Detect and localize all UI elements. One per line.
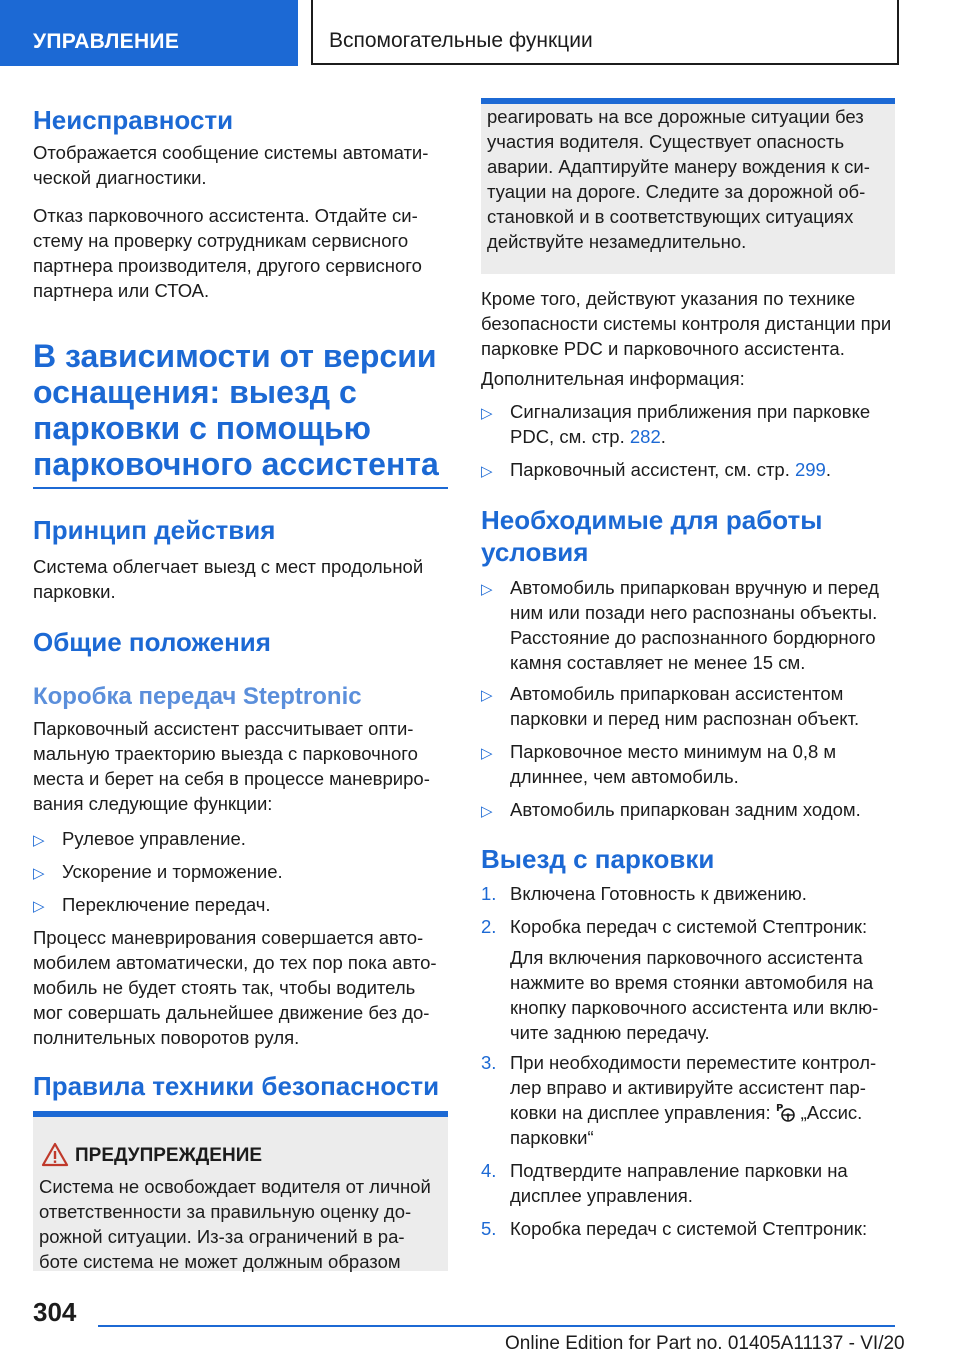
step-number: 3. [481,1052,497,1073]
list-item: ▷ Переключение передач. [33,892,448,917]
footer-rule [98,1325,895,1327]
triangle-bullet-icon: ▷ [481,687,493,704]
triangle-bullet-icon: ▷ [33,832,45,849]
page-link-299[interactable]: 299 [794,459,826,480]
faults-paragraph-2: Отказ парковочного ассистента. Отдайте си-стему на проверку сотрудникам сервисного партнера производителя, другого сервисного партнера или СТОА. [33,205,422,301]
list-item: ▷ Автомобиль припаркован вручную и перед ним или позади него распознаны объекты. Расстояние до распознанного бордюрного камня составляет не менее 15 см. [481,577,879,673]
triangle-bullet-icon: ▷ [33,898,45,915]
list-item: ▷ Сигнализация приближения при парковке PDC, см. стр. 282. [481,401,871,447]
safety-heading: Правила техники безопасности [33,1071,440,1101]
header-section-tab [0,0,298,66]
warning-label: ПРЕДУПРЕЖДЕНИЕ [75,1145,263,1166]
triangle-bullet-icon: ▷ [33,865,45,882]
additional-safety-paragraph: Кроме того, действуют указания по технике безопасности системы контроля дистанции при парковке PDC и парковочного ассистента. [481,288,892,359]
principle-heading: Принцип действия [33,515,276,545]
list-item: ▷ Ускорение и торможение. [33,859,448,884]
triangle-bullet-icon: ▷ [481,405,493,422]
warning-text: Система не освобождает водителя от личной ответственности за правильную оценку до-рожной ситуации. Из-за ограничений в ра-боте система не может должным образом [39,1176,431,1272]
triangle-bullet-icon: ▷ [481,745,493,762]
list-item: ▷ Парковочный ассистент, см. стр. 299. [481,457,895,482]
process-paragraph: Процесс маневрирования совершается авто-мобилем автоматически, до тех пор пока авто-мобиль не будет стоять так, чтобы водитель мог совершать дальнейшее движение без до-полнительных поворотов руля. [33,927,437,1048]
faults-heading: Неисправности [33,105,234,135]
list-item: ▷ Рулевое управление. [33,826,448,851]
list-item: 3. При необходимости переместите контрол-лер вправо и активируйте ассистент пар-ковки на дисплее управления: P „Ассис. парковки“ [481,1052,877,1148]
warning-continued-text: реагировать на все дорожные ситуации без участия водителя. Существует опасность аварии. Адаптируйте манеру вождения к си-туации на дороге. Следите за дорожной об-становкой и в соответствующих ситуациях действуйте незамедлительно. [487,106,870,252]
step-sub-paragraph: Для включения парковочного ассистента нажмите во время стоянки автомобиля на кнопку парковочного ассистента или вклю-чите заднюю передачу. [510,947,879,1043]
list-item: 2. Коробка передач с системой Стептроник: [481,916,868,937]
triangle-bullet-icon: ▷ [481,581,493,598]
list-item: 4. Подтвердите направление парковки на дисплее управления. [481,1160,848,1206]
step-number: 5. [481,1218,497,1239]
list-item: ▷ Автомобиль припаркован ассистентом парковки и перед ним распознан объект. [481,683,860,729]
svg-text:P: P [775,1103,783,1114]
step-number: 2. [481,916,497,937]
header-chapter-box [311,0,899,65]
main-section-heading: В зависимости от версии оснащения: выезд с парковки с помощью парковочного ассистента [33,338,439,482]
footer-edition-text: Online Edition for Part no. 01405A11137 - VI/20 [505,1333,905,1354]
warning-triangle-icon [41,1142,69,1167]
triangle-bullet-icon: ▷ [481,803,493,820]
warning-box [33,1111,448,1271]
page-link-282[interactable]: 282 [629,426,661,447]
gearbox-heading: Коробка передач Steptronic [33,683,362,710]
header-chapter-label: Вспомогательные функции [329,29,593,52]
header-section-label: УПРАВЛЕНИЕ [33,30,180,53]
warning-box-continued [481,98,895,274]
list-item: ▷ Парковочное место минимум на 0,8 м длиннее, чем автомобиль. [481,741,837,787]
step-number: 1. [481,883,497,904]
conditions-heading: Необходимые для работы условия [481,505,823,567]
more-info-label: Дополнительная информация: [481,368,745,389]
principle-paragraph: Система облегчает выезд с мест продольной парковки. [33,556,424,602]
faults-paragraph-1: Отображается сообщение системы автомати-ческой диагностики. [33,142,429,188]
triangle-bullet-icon: ▷ [481,463,493,480]
page-number: 304 [33,1297,77,1327]
general-heading: Общие положения [33,627,271,657]
list-item: 5. Коробка передач с системой Стептроник: [481,1218,868,1239]
gearbox-paragraph: Парковочный ассистент рассчитывает опти-мальную траекторию выезда с парковочного места и берет на себя в процессе маневриро-вания следующие функции: [33,718,430,814]
exit-heading: Выезд с парковки [481,844,715,874]
main-heading-rule [33,487,448,489]
warning-top-bar [33,1111,448,1117]
step-number: 4. [481,1160,497,1181]
parking-assistant-icon [775,1101,797,1123]
list-item: ▷ Автомобиль припаркован задним ходом. [481,797,895,822]
list-item: 1. Включена Готовность к движению. [481,883,807,904]
